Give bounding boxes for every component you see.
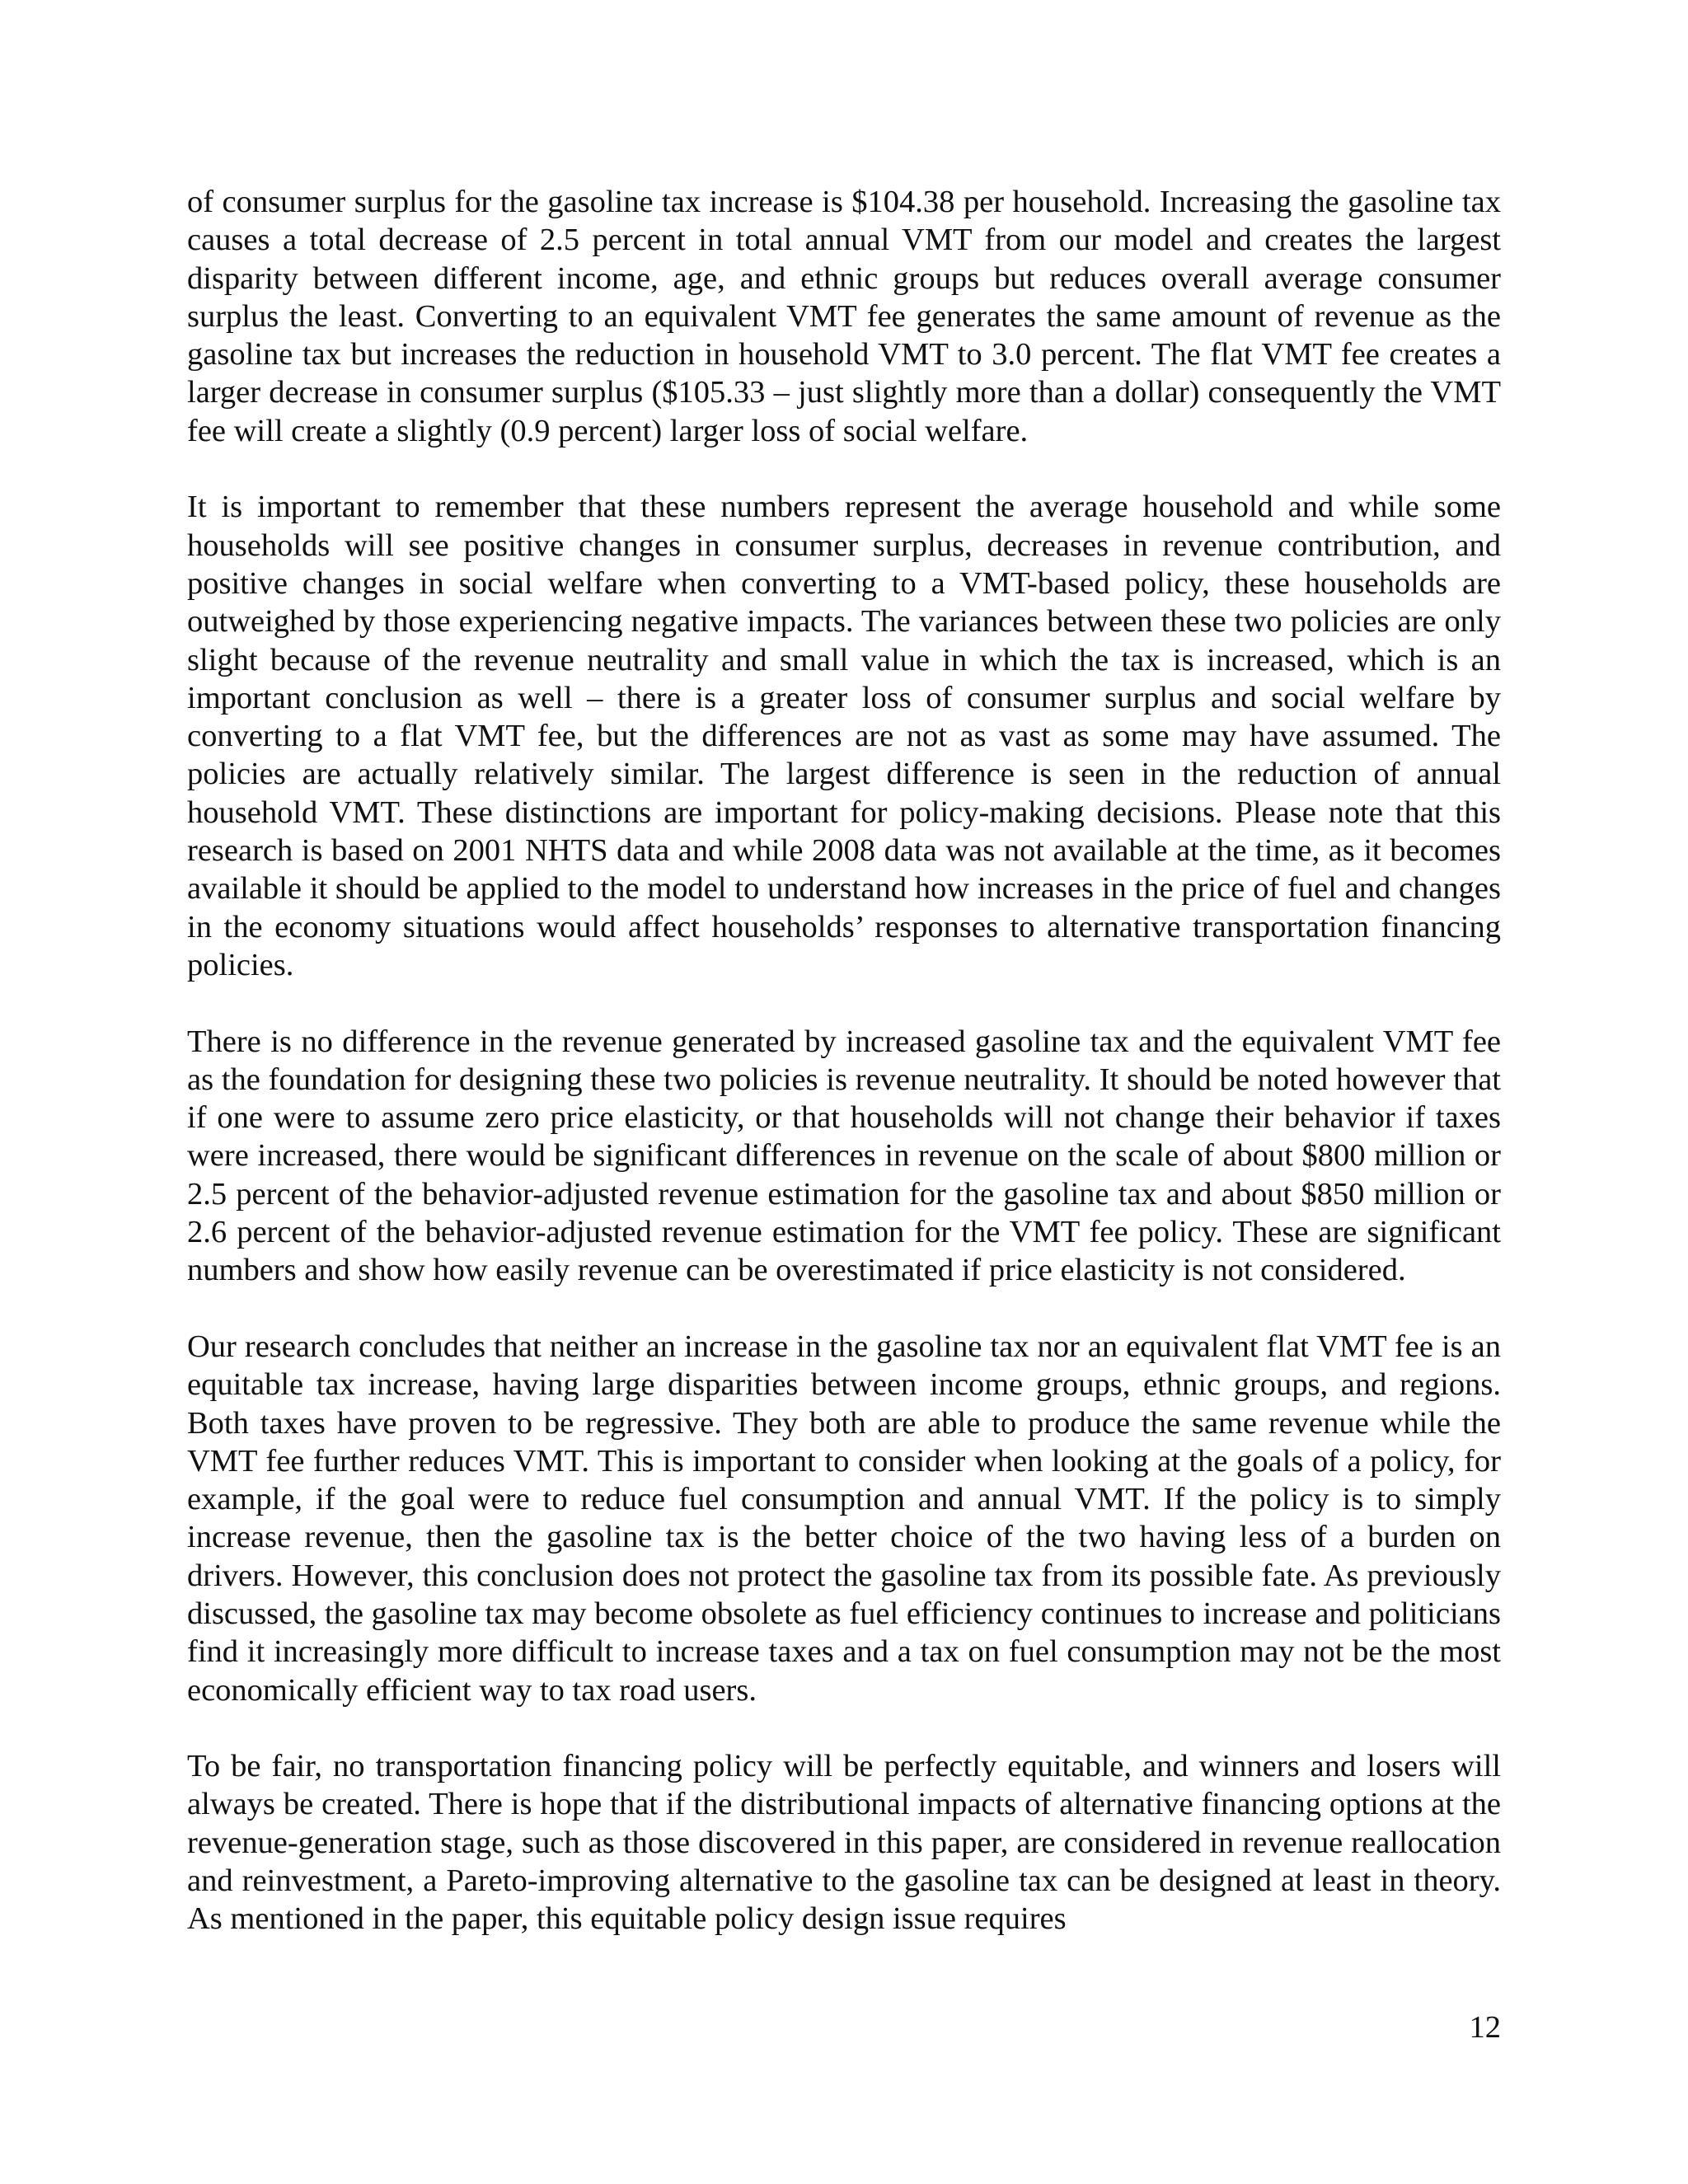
paragraph-research-conclusion: Our research concludes that neither an increase in the gasoline tax nor an equivalent flat VMT fee is an equitable tax increase, having large disparities between income groups, ethnic groups, and regions. Both taxes have proven to be regressive. They both are able to produce the same revenue while the VMT fee further reduces VMT. This is important to consider when looking at the goals of a policy, for example, if the goal were to reduce fuel consumption and annual VMT. If the policy is to simply increase revenue, then the gasoline tax is the better choice of the two having less of a burden on drivers. However, this conclusion does not protect the gasoline tax from its possible fate. As previously discussed, the gasoline tax may become obsolete as fuel efficiency continues to increase and politicians find it increasingly more difficult to increase taxes and a tax on fuel consumption may not be the most economically efficient way to tax road users. [187, 1329, 1501, 1708]
paragraph-equity-outlook: To be fair, no transportation financing policy will be perfectly equitable, and winners and losers will always be created. There is hope that if the distributional impacts of alternative financing options at the revenue-generation stage, such as those discovered in this paper, are considered in revenue reallocation and reinvestment, a Pareto-improving alternative to the gasoline tax can be designed at least in theory. As mentioned in the paper, this equitable policy design issue requires [187, 1749, 1501, 1937]
paragraph-revenue-neutrality: There is no difference in the revenue generated by increased gasoline tax and the equivalent VMT fee as the foundation for designing these two policies is revenue neutrality. It should be noted however that if one were to assume zero price elasticity, or that households will not change their behavior if taxes were increased, there would be significant differences in revenue on the scale of about $800 million or 2.5 percent of the behavior-adjusted revenue estimation for the gasoline tax and about $850 million or 2.6 percent of the behavior-adjusted revenue estimation for the VMT fee policy. These are significant numbers and show how easily revenue can be overestimated if price elasticity is not considered. [187, 1024, 1501, 1288]
body-text [187, 183, 1501, 1976]
page-number: 12 [1469, 2010, 1501, 2045]
paragraph-average-household-caveat: It is important to remember that these numbers represent the average household and while some households will see positive changes in consumer surplus, decreases in revenue contribution, and positive changes in social welfare when converting to a VMT-based policy, these households are outweighed by those experiencing negative impacts. The variances between these two policies are only slight because of the revenue neutrality and small value in which the tax is increased, which is an important conclusion as well – there is a greater loss of consumer surplus and social welfare by converting to a flat VMT fee, but the differences are not as vast as some may have assumed. The policies are actually relatively similar. The largest difference is seen in the reduction of annual household VMT. These distinctions are important for policy-making decisions. Please note that this research is based on 2001 NHTS data and while 2008 data was not available at the time, as it becomes available it should be applied to the model to understand how increases in the price of fuel and changes in the economy situations would affect households’ responses to alternative transportation financing policies. [187, 490, 1501, 982]
paragraph-consumer-surplus-summary: of consumer surplus for the gasoline tax increase is $104.38 per household. Increasing the gasoline tax causes a total decrease of 2.5 percent in total annual VMT from our model and creates the largest disparity between different income, age, and ethnic groups but reduces overall average consumer surplus the least. Converting to an equivalent VMT fee generates the same amount of revenue as the gasoline tax but increases the reduction in household VMT to 3.0 percent. The flat VMT fee creates a larger decrease in consumer surplus ($105.33 – just slightly more than a dollar) consequently the VMT fee will create a slightly (0.9 percent) larger loss of social welfare. [187, 185, 1501, 448]
